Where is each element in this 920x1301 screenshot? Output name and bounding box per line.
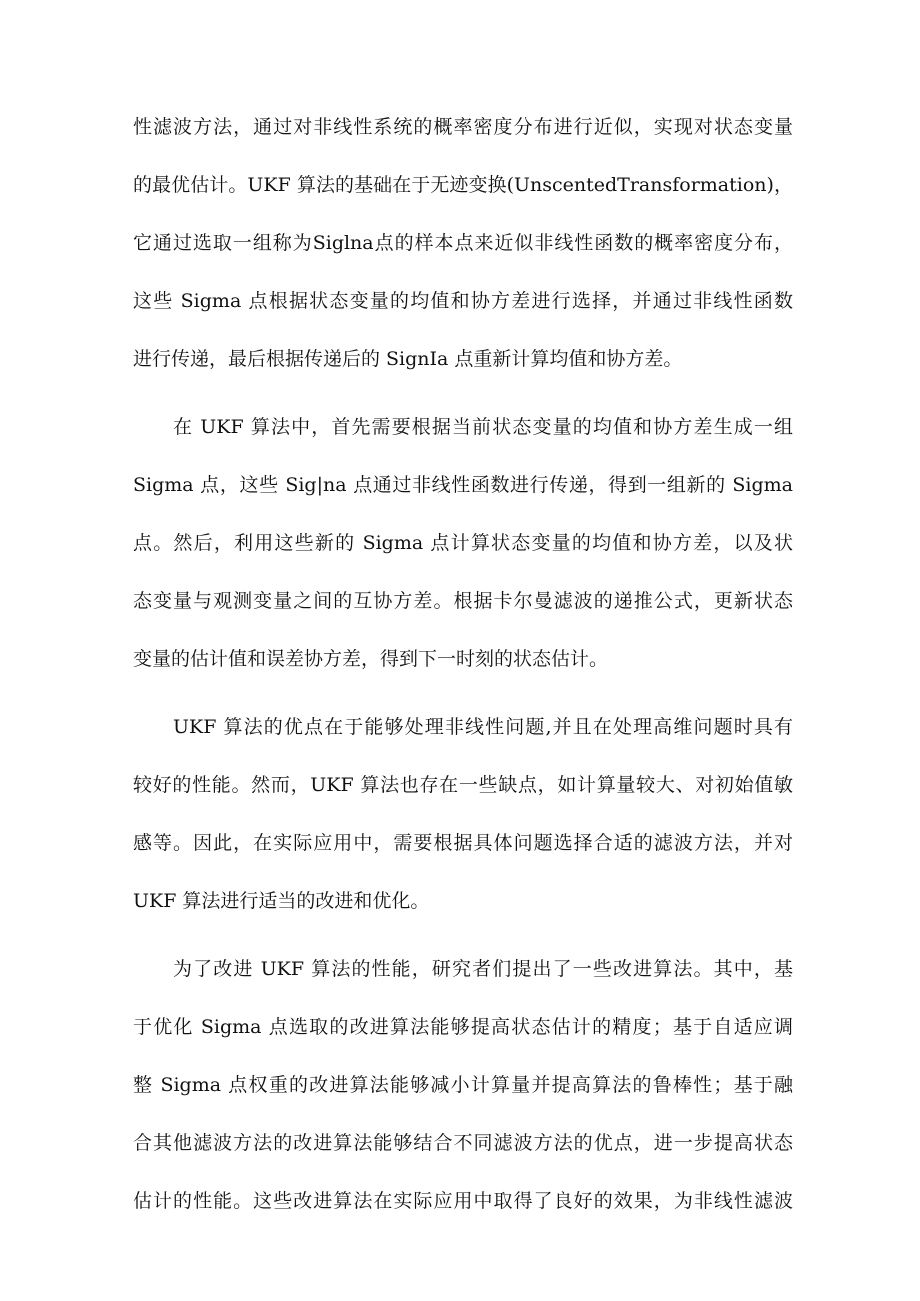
paragraph-2-line-5: 变量的估计值和误差协方差，得到下一时刻的状态估计。 xyxy=(133,648,609,670)
paragraph-1-line-3: 它通过选取一组称为Siglna点的样本点来近似非线性函数的概率密度分布， xyxy=(133,232,793,254)
paragraph-1-line-5: 进行传递，最后根据传递后的 SignIa 点重新计算均值和协方差。 xyxy=(133,348,683,370)
paragraph-1-line-1: 性滤波方法，通过对非线性系统的概率密度分布进行近似，实现对状态变量 xyxy=(133,116,793,138)
paragraph-1-line-2: 的最优估计。UKF 算法的基础在于无迹变换(UnscentedTransformation)， xyxy=(133,174,793,196)
paragraph-2-line-3: 点。然后，利用这些新的 Sigma 点计算状态变量的均值和协方差，以及状 xyxy=(133,532,793,554)
paragraph-3-line-1: UKF 算法的优点在于能够处理非线性问题,并且在处理高维问题时具有 xyxy=(173,716,793,738)
paragraph-3-line-4: UKF 算法进行适当的改进和优化。 xyxy=(133,890,430,912)
paragraph-2-line-2: Sigma 点，这些 Sig|na 点通过非线性函数进行传递，得到一组新的 Sigma xyxy=(133,474,793,496)
paragraph-4-line-3: 整 Sigma 点权重的改进算法能够减小计算量并提高算法的鲁棒性；基于融 xyxy=(133,1074,793,1096)
paragraph-1-line-4: 这些 Sigma 点根据状态变量的均值和协方差进行选择，并通过非线性函数 xyxy=(133,290,793,312)
paragraph-4-line-5: 估计的性能。这些改进算法在实际应用中取得了良好的效果，为非线性滤波 xyxy=(133,1190,793,1212)
paragraph-4-line-2: 于优化 Sigma 点选取的改进算法能够提高状态估计的精度；基于自适应调 xyxy=(133,1016,793,1038)
paragraph-2-line-4: 态变量与观测变量之间的互协方差。根据卡尔曼滤波的递推公式，更新状态 xyxy=(133,590,793,612)
paragraph-3-line-3: 感等。因此，在实际应用中，需要根据具体问题选择合适的滤波方法，并对 xyxy=(133,832,793,854)
paragraph-3-line-2: 较好的性能。然而，UKF 算法也存在一些缺点，如计算量较大、对初始值敏 xyxy=(133,774,793,796)
paragraph-4-line-1: 为了改进 UKF 算法的性能，研究者们提出了一些改进算法。其中，基 xyxy=(173,958,793,980)
paragraph-4-line-4: 合其他滤波方法的改进算法能够结合不同滤波方法的优点，进一步提高状态 xyxy=(133,1132,793,1154)
paragraph-2-line-1: 在 UKF 算法中，首先需要根据当前状态变量的均值和协方差生成一组 xyxy=(173,416,793,438)
